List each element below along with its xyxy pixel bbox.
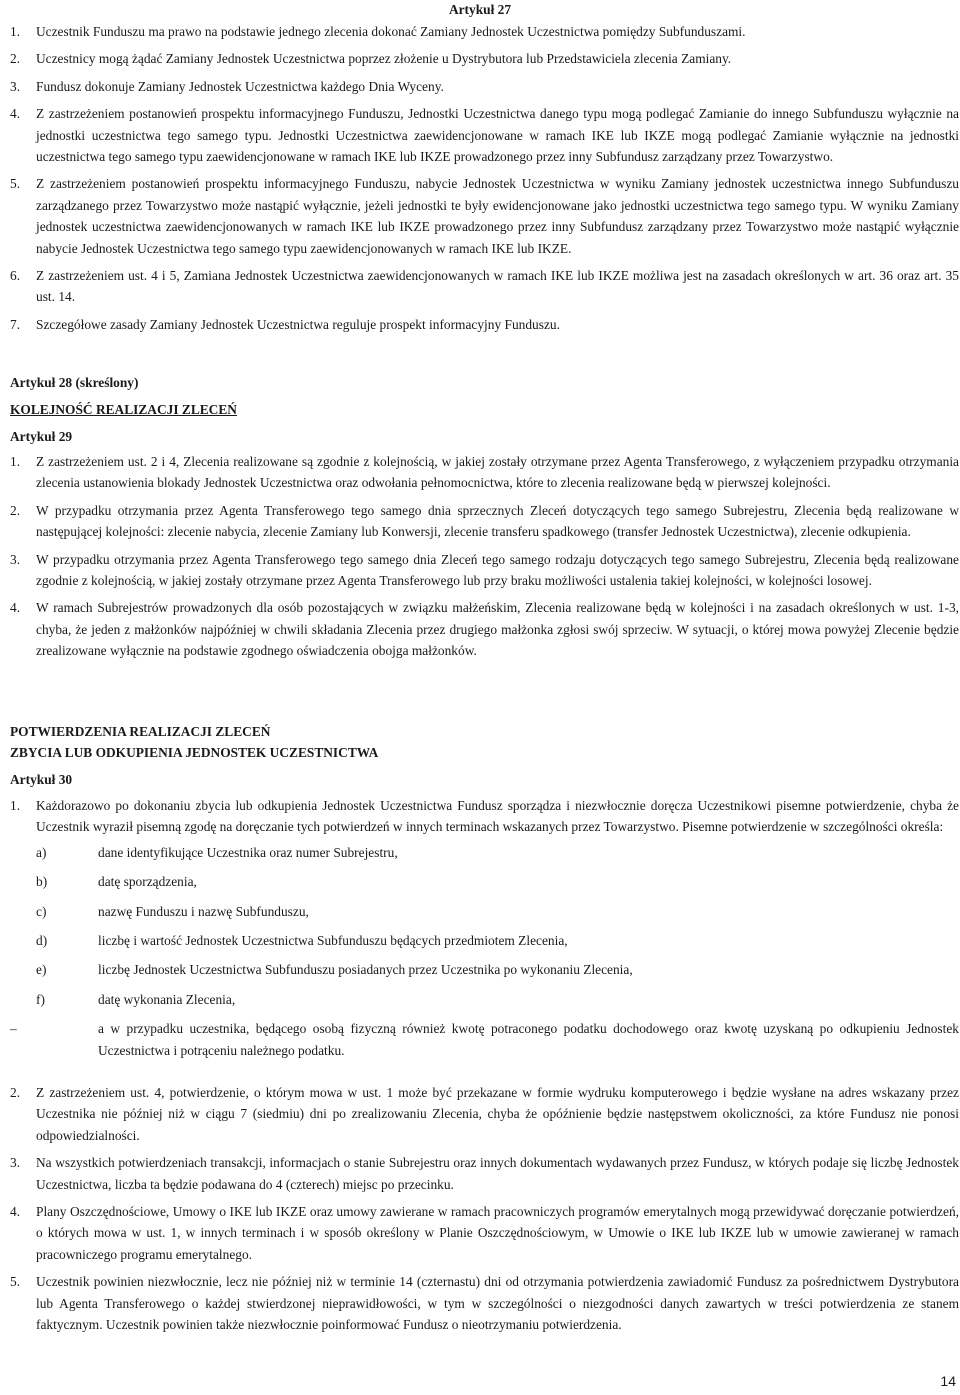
- item-text: Z zastrzeżeniem ust. 4, potwierdzenie, o którym mowa w ust. 1 może być przekazane w formie wydruku komputerowego i będzie wysłane na adres wskazany przez Uczestnika nie później niż w ciągu 7 (siedmiu) dni po zrealizowaniu Zlecenia, chyba że opóźnienie będzie następstwem okoliczności, za które Fundusz nie ponosi odpowiedzialności.: [36, 1085, 959, 1143]
- sublist-label: e): [36, 962, 47, 978]
- item-text: Szczegółowe zasady Zamiany Jednostek Uczestnictwa reguluje prospekt informacyjny Funduszu.: [36, 316, 560, 332]
- item-text: Plany Oszczędnościowe, Umowy o IKE lub IKZE oraz umowy zawierane w ramach pracowniczych programów emerytalnych mogą przewidywać doręczanie potwierdzeń, o których mowa w ust. 1, w innych terminach i w sposób określony w Planie Oszczędnościowym, w Umowie o IKE lub IKZE lub w umowie zawieranej w ramach pracowniczego programu emerytalnego.: [36, 1204, 959, 1262]
- item-number: 4.: [10, 600, 21, 616]
- sublist-text: nazwę Funduszu i nazwę Subfunduszu,: [98, 903, 309, 919]
- sublist-item: [10, 1018, 959, 1061]
- article-29-body: [10, 451, 959, 662]
- item-number: 2.: [10, 502, 21, 518]
- item-text: Z zastrzeżeniem postanowień prospektu informacyjnego Funduszu, nabycie Jednostek Uczestnictwa w wyniku Zamiany jednostek uczestnictwa innego Subfunduszu zarządzanego przez Towarzystwo może nastąpić wyłącznie, jeżeli jednostki te były ewidencjonowane jako jednostki uczestnictwa tego samego typu. W wyniku Zamiany jednostek uczestnictwa zaewidencjonowanych w ramach IKE lub IKZE prowadzonego przez inny Subfundusz zarządzany przez Towarzystwo może nastąpić wyłącznie nabycie Jednostek Uczestnictwa tego samego typu zaewidencjonowanych w ramach IKE lub IKZE.: [36, 176, 959, 256]
- article-30-item: [10, 1271, 959, 1335]
- article-30-item: [10, 1201, 959, 1265]
- section-heading-order: KOLEJNOŚĆ REALIZACJI ZLECEŃ: [10, 402, 237, 417]
- article-27-item: [10, 265, 959, 308]
- sublist-text: liczbę Jednostek Uczestnictwa Subfunduszu posiadanych przez Uczestnika po wykonaniu Zlecenia,: [98, 962, 633, 978]
- sublist-text: a w przypadku uczestnika, będącego osobą fizyczną również kwotę potraconego podatku dochodowego oraz kwotę uzyskaną po odkupieniu Jednostek Uczestnictwa i potrąceniu należnego podatku.: [98, 1021, 959, 1058]
- article-30-sublist: [10, 842, 959, 1061]
- item-number: 2.: [10, 1085, 21, 1100]
- article-27-item: [10, 314, 959, 335]
- article-27-heading: Artykuł 27: [448, 2, 512, 17]
- article-27-item: [10, 173, 959, 259]
- item-number: 1.: [10, 798, 21, 813]
- sublist-label: c): [36, 903, 47, 919]
- item-text: Uczestnicy mogą żądać Zamiany Jednostek Uczestnictwa poprzez złożenie u Dystrybutora lub Przedstawiciela zlecenia Zamiany.: [36, 51, 732, 67]
- sublist-item: [36, 959, 959, 980]
- item-number: 7.: [10, 316, 21, 332]
- article-30-body: [10, 795, 959, 1061]
- sublist-text: datę sporządzenia,: [98, 874, 197, 890]
- item-number: 5.: [10, 1274, 21, 1290]
- item-text: W ramach Subrejestrów prowadzonych dla osób pozostających w związku małżeńskim, Zlecenia realizowane będą w kolejności i na zasadach określonych w ust. 1-3, chyba, że jeden z małżonków najpóźniej w chwili składania Zlecenia przez drugiego małżonka zgłosi swój sprzeciw. W sytuacji, o której mowa powyżej Zlecenie będzie zrealizowane wyłącznie na podstawie zgodnego oświadczenia obojga małżonków.: [36, 600, 959, 659]
- item-number: 4.: [10, 1204, 21, 1220]
- section-heading-confirmations: POTWIERDZENIA REALIZACJI ZLECEŃ: [10, 724, 271, 739]
- article-29-heading: Artykuł 29: [10, 429, 73, 444]
- section-heading-confirmations-2: ZBYCIA LUB ODKUPIENIA JEDNOSTEK UCZESTNICTWA: [10, 745, 379, 760]
- article-30-item: [10, 1152, 959, 1195]
- article-29-item: [10, 549, 959, 592]
- item-text: W przypadku otrzymania przez Agenta Transferowego tego samego dnia sprzecznych Zleceń dotyczących tego samego Subrejestru, Zlecenia będą realizowane w następującej kolejności: zlecenie nabycia, zlecenie Zamiany lub Konwersji, zlecenie transferu spadkowego (transfer Jednostek Uczestnictwa), zlecenie odkupienia.: [36, 502, 959, 540]
- item-text: Uczestnik Funduszu ma prawo na podstawie jednego zlecenia dokonać Zamiany Jednostek Uczestnictwa pomiędzy Subfunduszami.: [36, 24, 746, 39]
- sublist-item: [36, 989, 959, 1010]
- item-number: 3.: [10, 551, 21, 567]
- item-number: 3.: [10, 1155, 21, 1171]
- article-29-item: [10, 500, 959, 543]
- article-29-item: [10, 597, 959, 661]
- item-text: Z zastrzeżeniem postanowień prospektu informacyjnego Funduszu, Jednostki Uczestnictwa danego typu mogą podlegać Zamianie do innego Subfunduszu wyłącznie na jednostki uczestnictwa tego samego typu. Jednostki Uczestnictwa zaewidencjonowane w ramach IKE lub IKZE mogą podlegać Zamianie wyłącznie na jednostki uczestnictwa tego samego typu zaewidencjonowane w ramach IKE lub IKZE prowadzonego przez inny Subfundusz zarządzany przez Towarzystwo.: [36, 106, 959, 165]
- sublist-item: [36, 871, 959, 892]
- sublist-item: [36, 930, 959, 951]
- article-28-heading: Artykuł 28 (skreślony): [10, 375, 139, 390]
- article-27-item: [10, 48, 959, 69]
- item-number: 6.: [10, 268, 21, 284]
- article-29-item: [10, 451, 959, 494]
- article-30-item: [10, 795, 959, 838]
- item-text: Z zastrzeżeniem ust. 2 i 4, Zlecenia realizowane są zgodnie z kolejnością, w jakiej zostały otrzymane przez Agenta Transferowego, z wyłączeniem przypadku otrzymania zlecenia ustanowienia blokady Jednostek Uczestnictwa oraz odwołania pełnomocnictwa, które to zlecenia realizowane będą w pierwszej kolejności.: [36, 454, 959, 491]
- item-text: Na wszystkich potwierdzeniach transakcji, informacjach o stanie Subrejestru oraz innych dokumentach wydawanych przez Fundusz, w których podaje się liczbę Jednostek Uczestnictwa, liczba ta będzie podawana do 4 (czterech) miejsc po przecinku.: [36, 1155, 959, 1192]
- item-text: Uczestnik powinien niezwłocznie, lecz nie później niż w terminie 14 (czternastu) dni od otrzymania potwierdzenia zawiadomić Fundusz za pośrednictwem Dystrybutora lub Agenta Transferowego o każdej stwierdzonej nieprawidłowości, w tym w szczególności o niezgodności danych zawartych w treści potwierdzenia ze stanem faktycznym. Uczestnik powinien także niezwłocznie poinformować Fundusz o nieotrzymaniu potwierdzenia.: [36, 1274, 959, 1333]
- article-27-item: [10, 76, 959, 97]
- sublist-label: –: [10, 1021, 17, 1037]
- item-text: Fundusz dokonuje Zamiany Jednostek Uczestnictwa każdego Dnia Wyceny.: [36, 78, 444, 94]
- item-number: 1.: [10, 454, 21, 469]
- item-number: 3.: [10, 78, 21, 94]
- sublist-text: liczbę i wartość Jednostek Uczestnictwa Subfunduszu będących przedmiotem Zlecenia,: [98, 933, 568, 949]
- sublist-text: dane identyfikujące Uczestnika oraz numer Subrejestru,: [98, 844, 398, 860]
- sublist-label: b): [36, 874, 48, 890]
- item-text: Każdorazowo po dokonaniu zbycia lub odkupienia Jednostek Uczestnictwa Fundusz sporządza i niezwłocznie doręcza Uczestnikowi pisemne potwierdzenie, chyba że Uczestnik wyraził pisemną zgodę na doręczanie tych potwierdzeń w innych terminach wskazanych przez Towarzystwo. Pisemne potwierdzenie w szczególności określa:: [36, 798, 959, 835]
- sublist-text: datę wykonania Zlecenia,: [98, 991, 236, 1007]
- sublist-label: a): [36, 844, 47, 860]
- article-27-item: [10, 103, 959, 167]
- item-text: W przypadku otrzymania przez Agenta Transferowego tego samego dnia Zleceń tego samego rodzaju dotyczących tego samego Subrejestru, Zlecenia będą realizowane zgodnie z kolejnością, w jakiej zostały otrzymane przez Agenta Transferowego lub przy braku możliwości ustalenia takiej kolejności, w kolejności losowej.: [36, 551, 959, 589]
- item-number: 2.: [10, 51, 21, 67]
- article-30-item: [10, 1082, 959, 1146]
- article-30-body-2: [10, 1082, 959, 1335]
- sublist-label: f): [36, 991, 45, 1007]
- item-number: 5.: [10, 176, 21, 192]
- page-number: 14: [940, 1372, 956, 1389]
- article-27-item: [10, 21, 959, 42]
- sublist-label: d): [36, 933, 48, 949]
- article-30-heading: Artykuł 30: [10, 772, 73, 787]
- item-text: Z zastrzeżeniem ust. 4 i 5, Zamiana Jednostek Uczestnictwa zaewidencjonowanych w ramach IKE lub IKZE możliwa jest na zasadach określonych w art. 36 oraz art. 35 ust. 14.: [36, 268, 959, 305]
- item-number: 4.: [10, 106, 21, 122]
- sublist-item: [36, 901, 959, 922]
- article-27-body: [10, 21, 959, 335]
- item-number: 1.: [10, 24, 21, 39]
- sublist-item: [36, 842, 959, 863]
